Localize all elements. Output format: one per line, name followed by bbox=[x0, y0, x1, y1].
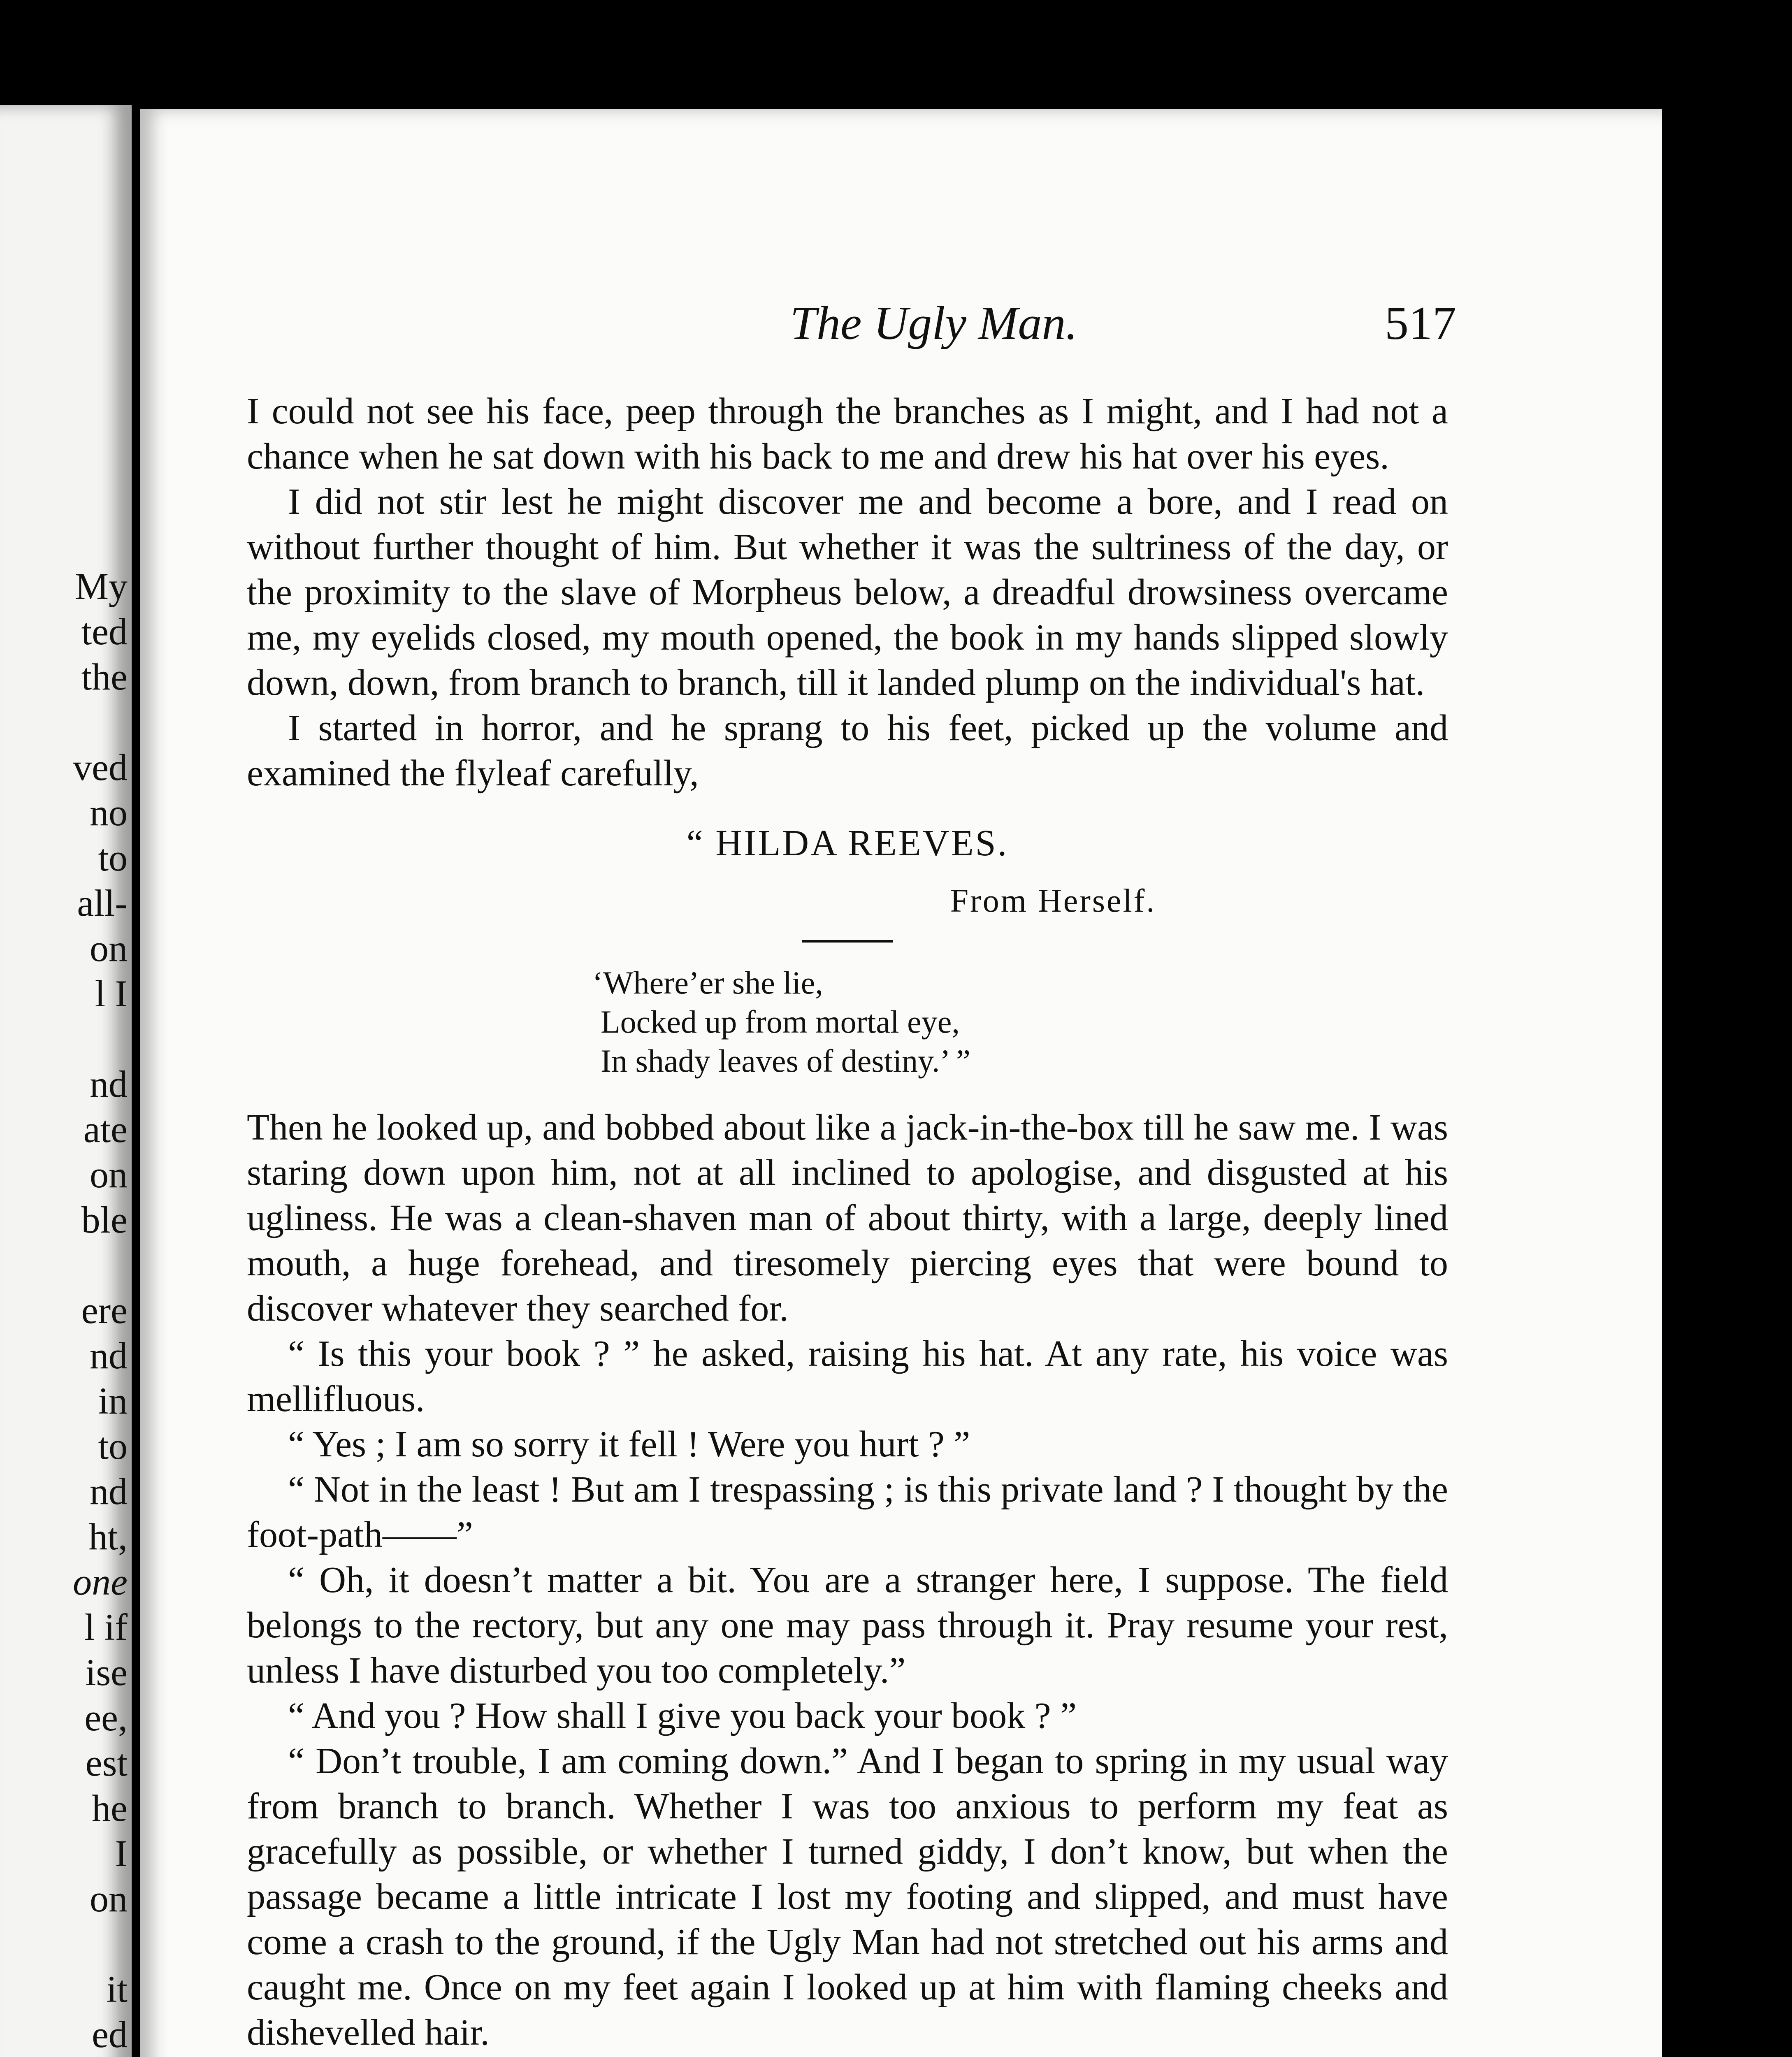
poem-line: In shady leaves of destiny.’ ” bbox=[601, 1043, 970, 1079]
facing-page-fragment: l if bbox=[84, 1606, 128, 1648]
book-page bbox=[140, 109, 1662, 2057]
facing-page-fragment: l I bbox=[95, 973, 128, 1015]
facing-page-fragment: in bbox=[98, 1380, 128, 1422]
facing-page-fragment: he bbox=[92, 1787, 128, 1829]
facing-page-fragment: ted bbox=[81, 611, 128, 652]
paragraph: “ Don’t trouble, I am coming down.” And I began to spring in my usual way from branch to branch. Whether I was too anxious to perform my feat as gracefully as possible, or whether I turned giddy, I don’t know, but when the passage became a little intricate I lost my footing and slipped, and must have come a crash to the ground, if the Ugly Man had not stretched out his arms and caught me. Once on my feet again I looked up at him with flaming cheeks and dishevelled hair. bbox=[247, 1741, 1448, 2053]
facing-page-fragment: it bbox=[106, 1968, 128, 2010]
paragraph: “ Yes ; I am so sorry it fell ! Were you hurt ? ” bbox=[288, 1424, 970, 1465]
running-title: The Ugly Man. bbox=[790, 297, 1078, 350]
paragraph: “ Not in the least ! But am I trespassing ; is this private land ? I thought by the foot-path——” bbox=[247, 1469, 1448, 1555]
paragraph: I did not stir lest he might discover me and become a bore, and I read on without further thought of him. But whether it was the sultriness of the day, or the proximity to the slave of Morpheus below, a dreadful drowsiness overcame me, my eyelids closed, my mouth opened, the book in my hands slipped slowly down, down, from branch to branch, till it landed plump on the individual's hat. bbox=[247, 481, 1448, 703]
flyleaf-inscription bbox=[247, 821, 1448, 1080]
facing-page-fragment: on bbox=[90, 927, 128, 969]
inscription-from: From Herself. bbox=[950, 883, 1156, 919]
facing-page-fragment: one bbox=[73, 1561, 128, 1603]
facing-page-fragment: ble bbox=[81, 1199, 128, 1241]
page-number: 517 bbox=[1385, 297, 1456, 350]
paragraph: I started in horror, and he sprang to his feet, picked up the volume and examined the flyleaf carefully, bbox=[247, 708, 1448, 794]
facing-page-fragment: est bbox=[85, 1742, 128, 1784]
facing-page-fragment: nd bbox=[90, 1063, 128, 1105]
facing-page-fragment: all- bbox=[77, 882, 128, 924]
facing-page-fragment: nd bbox=[90, 1470, 128, 1512]
paragraph: “ And you ? How shall I give you back your book ? ” bbox=[288, 1695, 1077, 1736]
facing-page-fragment: ed bbox=[92, 2013, 128, 2055]
facing-page-fragment: I bbox=[115, 1832, 128, 1874]
paragraph: I could not see his face, peep through the branches as I might, and I had not a chance when he sat down with his back to me and drew his hat over his eyes. bbox=[247, 391, 1448, 477]
poem-line: Locked up from mortal eye, bbox=[601, 1004, 960, 1040]
facing-page bbox=[0, 105, 132, 2057]
facing-page-fragment: nd bbox=[90, 1335, 128, 1377]
facing-page-fragment: My bbox=[75, 565, 128, 607]
facing-page-fragment: the bbox=[81, 656, 128, 698]
facing-page-fragment: ht, bbox=[88, 1516, 128, 1558]
inscription-name: “ HILDA REEVES. bbox=[686, 823, 1009, 864]
paragraph: “ Oh, it doesn’t matter a bit. You are a stranger here, I suppose. The field belongs to the rectory, but any one may pass through it. Pray resume your rest, unless I have disturbed you too completely.” bbox=[247, 1560, 1448, 1691]
inscription-poem bbox=[592, 963, 1448, 1080]
facing-page-fragment: ate bbox=[83, 1108, 128, 1150]
facing-page-fragment: to bbox=[98, 1425, 128, 1467]
facing-page-fragment: ise bbox=[85, 1651, 128, 1693]
poem-line: ‘Where’er she lie, bbox=[592, 965, 823, 1001]
paragraph: Then he looked up, and bobbed about like a jack-in-the-box till he saw me. I was staring down upon him, not at all inclined to apologise, and disgusted at his ugliness. He was a clean-shaven man of about thirty, with a large, deeply lined mouth, a huge forehead, and tiresomely piercing eyes that were bound to discover whatever they searched for. bbox=[247, 1107, 1448, 1329]
facing-page-fragment: to bbox=[98, 837, 128, 879]
facing-page-fragment: ee, bbox=[84, 1697, 128, 1739]
body-text bbox=[247, 389, 1448, 2057]
facing-page-fragment: on bbox=[90, 1154, 128, 1196]
inscription-rule bbox=[802, 940, 893, 943]
facing-page-fragment: no bbox=[90, 792, 128, 833]
facing-page-fragment: on bbox=[90, 1878, 128, 1920]
facing-page-fragment: ere bbox=[81, 1289, 128, 1331]
facing-page-fragment: ved bbox=[73, 746, 128, 788]
paragraph bbox=[247, 2055, 1448, 2057]
paragraph: “ Is this your book ? ” he asked, raising his hat. At any rate, his voice was mellifluous. bbox=[247, 1333, 1448, 1419]
